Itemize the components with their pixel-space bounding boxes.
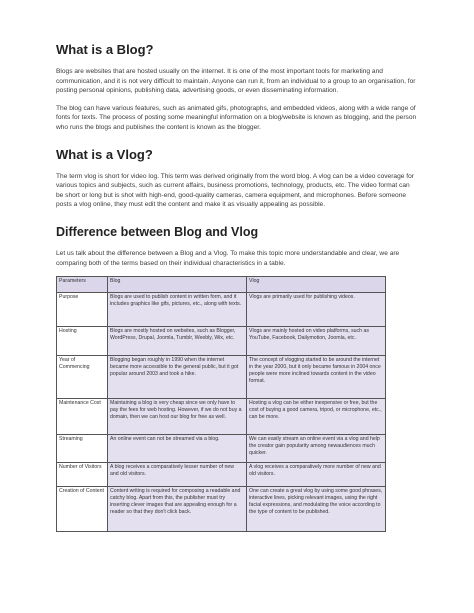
cell-parameter: Purpose (57, 293, 108, 327)
cell-vlog: We can easily stream an online event via a vlog and help the creator gain popularity among newaudiences much quicker. (247, 435, 386, 463)
column-header-blog: Blog (108, 277, 247, 293)
cell-parameter: Maintenance Cost (57, 399, 108, 435)
table-row (57, 327, 386, 356)
paragraph: The term vlog is short for video log. This term was derived originally from the word blog. A vlog can be a video coverage for various topics and subjects, such as current affairs, business promotions, technology, products, etc. The video format can be short or long but is shot with high-end, good-quality cameras, camera equipment, and microphones. Before someone posts a vlog online, they must edit the content and make it as visually appealing as possible. (56, 172, 414, 209)
section-vlog (56, 147, 418, 210)
table-row (57, 356, 386, 399)
section-difference (56, 224, 418, 532)
table-row (57, 435, 386, 463)
heading-what-is-blog: What is a Blog? (56, 42, 154, 57)
table-row (57, 463, 386, 487)
cell-vlog: A vlog receives a comparatively more number of new and old visitors. (247, 463, 386, 487)
column-header-parameters: Parameters (57, 277, 108, 293)
cell-vlog: One can create a great vlog by using some good phrases, interactive lines, picking relevant images, using the right facial expressions, and modulating the voice according to the type of content to be published. (247, 487, 386, 532)
cell-vlog: Vlogs are primarily used for publishing videos. (247, 293, 386, 327)
table-row (57, 293, 386, 327)
cell-vlog: Hosting a vlog can be either inexpensive or free, but the cost of buying a good camera, tripod, or microphone, etc., can be more. (247, 399, 386, 435)
cell-vlog: The concept of vlogging started to be around the internet in the year 2000, but it only became famous in 2004 once people were more inclined towards content in the video format. (247, 356, 386, 399)
cell-blog: Blogs are used to publish content in written form, and it includes graphics like gifs, pictures, etc., along with texts. (108, 293, 247, 327)
comparison-table (56, 276, 386, 532)
cell-blog: An online event can not be streamed via a blog. (108, 435, 247, 463)
cell-parameter: Streaming (57, 435, 108, 463)
cell-blog: Blogging began roughly in 1990 when the internet became more accessible to the general public, but it got popular around 2003 and took a hike. (108, 356, 247, 399)
section-blog (56, 42, 418, 133)
cell-blog: Blogs are mostly hosted on websites, such as Blogger, WordPress, Drupal, Joomla, Tumblr, Weebly, Wix, etc. (108, 327, 247, 356)
cell-parameter: Creation of Content (57, 487, 108, 532)
heading-difference: Difference between Blog and Vlog (56, 224, 259, 239)
table-row (57, 487, 386, 532)
cell-parameter: Year of Commencing (57, 356, 108, 399)
table-header-row (57, 277, 386, 293)
cell-vlog: Vlogs are mainly hosted on video platforms, such as YouTube, Facebook, Dailymotion, Joomla, etc. (247, 327, 386, 356)
column-header-vlog: Vlog (247, 277, 386, 293)
cell-blog: Maintaining a blog is very cheap since we only have to pay the fees for web hosting. However, if we do not buy a domain, then we can host our blog for free as well. (108, 399, 247, 435)
cell-blog: Content writing is required for composing a readable and catchy blog. Apart from this, the publisher must try inserting clever images that are appealing enough for a reader so that they don't click back. (108, 487, 247, 532)
paragraph: Blogs are websites that are hosted usually on the internet. It is one of the most important tools for marketing and communication, and it is not very difficult to maintain. Anyone can run it, from an individual to a group to an organisation, for posting personal opinions, publishing data, advertising goods, or even disseminating information. (56, 68, 416, 95)
heading-what-is-vlog: What is a Vlog? (56, 146, 153, 162)
cell-parameter: Number of Visitors (57, 463, 108, 487)
cell-blog: A blog receives a comparatively lesser number of new and old visitors. (108, 463, 247, 487)
paragraph: Let us talk about the difference between a Blog and a Vlog. To make this topic more understandable and clear, we are comparing both of the terms based on their individual characteristics in a table. (56, 249, 400, 267)
cell-parameter: Hosting (57, 327, 108, 356)
paragraph: The blog can have various features, such as animated gifs, photographs, and embedded videos, along with a wide range of fonts for texts. The process of posting some meaningful information on a blog/website is known as blogging, and the person who runs the blogs and publishes the content is known as the blogger. (56, 104, 417, 131)
table-row (57, 399, 386, 435)
